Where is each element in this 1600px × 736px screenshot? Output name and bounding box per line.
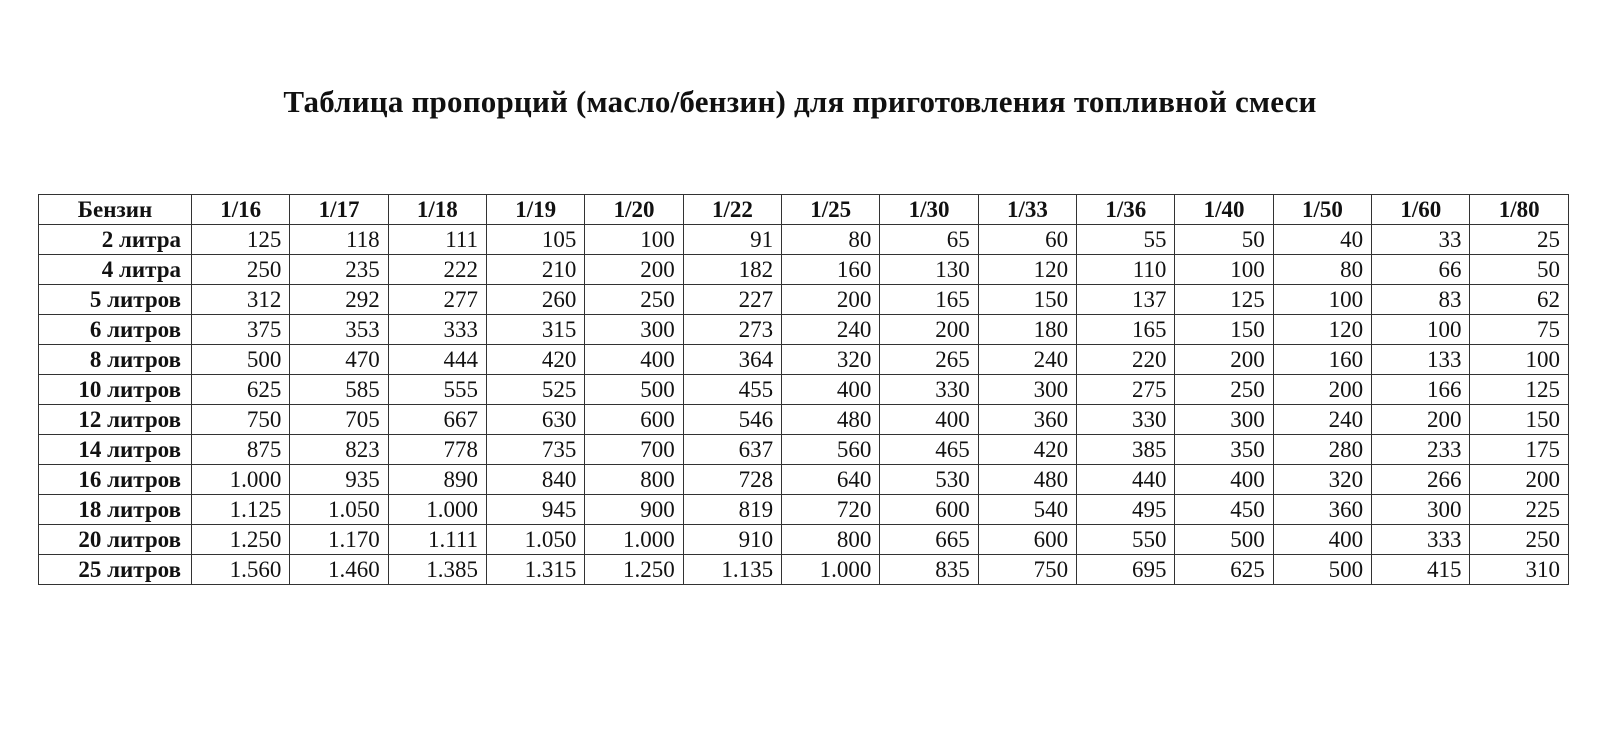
table-cell: 470 <box>290 345 388 375</box>
column-header: 1/80 <box>1470 195 1569 225</box>
table-cell: 222 <box>388 255 486 285</box>
table-cell: 640 <box>782 465 880 495</box>
table-cell: 150 <box>1470 405 1569 435</box>
table-cell: 266 <box>1372 465 1470 495</box>
row-label: 4 литра <box>39 255 192 285</box>
table-cell: 235 <box>290 255 388 285</box>
column-header: 1/30 <box>880 195 978 225</box>
column-header: 1/19 <box>487 195 585 225</box>
table-cell: 420 <box>487 345 585 375</box>
table-row <box>39 435 1569 465</box>
table-cell: 400 <box>1273 525 1371 555</box>
table-cell: 100 <box>1470 345 1569 375</box>
table-cell: 500 <box>1273 555 1371 585</box>
table-cell: 160 <box>1273 345 1371 375</box>
table-header-row <box>39 195 1569 225</box>
table-cell: 400 <box>880 405 978 435</box>
table-cell: 200 <box>1470 465 1569 495</box>
table-cell: 546 <box>683 405 781 435</box>
table-cell: 180 <box>978 315 1076 345</box>
table-cell: 364 <box>683 345 781 375</box>
row-label: 12 литров <box>39 405 192 435</box>
table-cell: 350 <box>1175 435 1273 465</box>
table-cell: 500 <box>192 345 290 375</box>
table-row <box>39 525 1569 555</box>
table-cell: 705 <box>290 405 388 435</box>
table-cell: 495 <box>1077 495 1175 525</box>
table-cell: 910 <box>683 525 781 555</box>
table-cell: 1.250 <box>585 555 683 585</box>
table-cell: 310 <box>1470 555 1569 585</box>
table-cell: 1.000 <box>192 465 290 495</box>
table-cell: 667 <box>388 405 486 435</box>
table-row <box>39 375 1569 405</box>
table-cell: 280 <box>1273 435 1371 465</box>
table-cell: 455 <box>683 375 781 405</box>
table-cell: 465 <box>880 435 978 465</box>
table-cell: 200 <box>782 285 880 315</box>
table-cell: 175 <box>1470 435 1569 465</box>
table-cell: 50 <box>1175 225 1273 255</box>
table-cell: 182 <box>683 255 781 285</box>
table-cell: 728 <box>683 465 781 495</box>
table-cell: 330 <box>1077 405 1175 435</box>
table-row <box>39 555 1569 585</box>
table-cell: 1.560 <box>192 555 290 585</box>
row-label: 25 литров <box>39 555 192 585</box>
table-cell: 330 <box>880 375 978 405</box>
table-cell: 75 <box>1470 315 1569 345</box>
table-cell: 65 <box>880 225 978 255</box>
table-row <box>39 345 1569 375</box>
table-cell: 25 <box>1470 225 1569 255</box>
table-cell: 312 <box>192 285 290 315</box>
table-cell: 400 <box>585 345 683 375</box>
table-cell: 320 <box>782 345 880 375</box>
table-cell: 165 <box>1077 315 1175 345</box>
table-cell: 250 <box>585 285 683 315</box>
table-cell: 450 <box>1175 495 1273 525</box>
table-cell: 695 <box>1077 555 1175 585</box>
table-cell: 890 <box>388 465 486 495</box>
table-cell: 444 <box>388 345 486 375</box>
table-cell: 1.460 <box>290 555 388 585</box>
table-cell: 1.000 <box>585 525 683 555</box>
table-cell: 80 <box>782 225 880 255</box>
table-cell: 625 <box>1175 555 1273 585</box>
column-header: 1/36 <box>1077 195 1175 225</box>
table-cell: 637 <box>683 435 781 465</box>
table-cell: 835 <box>880 555 978 585</box>
ratio-table <box>38 194 1569 585</box>
table-cell: 227 <box>683 285 781 315</box>
table-cell: 625 <box>192 375 290 405</box>
table-cell: 530 <box>880 465 978 495</box>
table-cell: 33 <box>1372 225 1470 255</box>
column-header: 1/60 <box>1372 195 1470 225</box>
table-cell: 333 <box>388 315 486 345</box>
table-cell: 500 <box>585 375 683 405</box>
table-cell: 1.250 <box>192 525 290 555</box>
table-cell: 353 <box>290 315 388 345</box>
table-row <box>39 465 1569 495</box>
table-cell: 300 <box>1175 405 1273 435</box>
table-cell: 265 <box>880 345 978 375</box>
table-cell: 720 <box>782 495 880 525</box>
table-cell: 100 <box>1273 285 1371 315</box>
table-cell: 40 <box>1273 225 1371 255</box>
table-cell: 292 <box>290 285 388 315</box>
table-cell: 100 <box>1175 255 1273 285</box>
table-cell: 840 <box>487 465 585 495</box>
row-label: 6 литров <box>39 315 192 345</box>
table-cell: 200 <box>585 255 683 285</box>
table-cell: 150 <box>1175 315 1273 345</box>
table-cell: 700 <box>585 435 683 465</box>
table-cell: 166 <box>1372 375 1470 405</box>
table-cell: 50 <box>1470 255 1569 285</box>
table-body <box>39 225 1569 585</box>
row-label: 18 литров <box>39 495 192 525</box>
table-cell: 525 <box>487 375 585 405</box>
column-header: 1/22 <box>683 195 781 225</box>
table-cell: 210 <box>487 255 585 285</box>
table-cell: 277 <box>388 285 486 315</box>
table-cell: 200 <box>880 315 978 345</box>
table-cell: 240 <box>782 315 880 345</box>
table-cell: 480 <box>782 405 880 435</box>
table-cell: 935 <box>290 465 388 495</box>
table-cell: 100 <box>585 225 683 255</box>
table-row <box>39 255 1569 285</box>
table-cell: 800 <box>585 465 683 495</box>
table-cell: 600 <box>978 525 1076 555</box>
table-cell: 665 <box>880 525 978 555</box>
table-cell: 735 <box>487 435 585 465</box>
table-cell: 360 <box>1273 495 1371 525</box>
table-cell: 200 <box>1372 405 1470 435</box>
table-cell: 600 <box>585 405 683 435</box>
table-cell: 130 <box>880 255 978 285</box>
table-cell: 800 <box>782 525 880 555</box>
table-cell: 240 <box>978 345 1076 375</box>
table-cell: 560 <box>782 435 880 465</box>
table-cell: 750 <box>978 555 1076 585</box>
table-row <box>39 225 1569 255</box>
table-cell: 137 <box>1077 285 1175 315</box>
table-cell: 1.385 <box>388 555 486 585</box>
table-cell: 1.000 <box>388 495 486 525</box>
table-cell: 819 <box>683 495 781 525</box>
table-cell: 83 <box>1372 285 1470 315</box>
table-cell: 600 <box>880 495 978 525</box>
table-cell: 165 <box>880 285 978 315</box>
table-cell: 60 <box>978 225 1076 255</box>
table-cell: 250 <box>1470 525 1569 555</box>
table-cell: 1.000 <box>782 555 880 585</box>
page-title: Таблица пропорций (масло/бензин) для приготовления топливной смеси <box>283 84 1317 119</box>
table-cell: 275 <box>1077 375 1175 405</box>
table-cell: 900 <box>585 495 683 525</box>
table-row <box>39 315 1569 345</box>
table-cell: 225 <box>1470 495 1569 525</box>
row-label: 16 литров <box>39 465 192 495</box>
row-label: 5 литров <box>39 285 192 315</box>
table-cell: 200 <box>1175 345 1273 375</box>
table-cell: 111 <box>388 225 486 255</box>
table-cell: 750 <box>192 405 290 435</box>
table-cell: 110 <box>1077 255 1175 285</box>
table-cell: 120 <box>1273 315 1371 345</box>
table-cell: 333 <box>1372 525 1470 555</box>
column-header: 1/25 <box>782 195 880 225</box>
table-cell: 233 <box>1372 435 1470 465</box>
table-cell: 385 <box>1077 435 1175 465</box>
row-label: 10 литров <box>39 375 192 405</box>
table-cell: 500 <box>1175 525 1273 555</box>
column-header: 1/18 <box>388 195 486 225</box>
table-cell: 375 <box>192 315 290 345</box>
table-cell: 150 <box>978 285 1076 315</box>
row-label: 20 литров <box>39 525 192 555</box>
table-cell: 315 <box>487 315 585 345</box>
column-header: 1/20 <box>585 195 683 225</box>
table-cell: 240 <box>1273 405 1371 435</box>
table-cell: 250 <box>1175 375 1273 405</box>
table-cell: 1.050 <box>487 525 585 555</box>
table-cell: 1.111 <box>388 525 486 555</box>
table-cell: 55 <box>1077 225 1175 255</box>
column-header: 1/33 <box>978 195 1076 225</box>
table-cell: 540 <box>978 495 1076 525</box>
table-cell: 200 <box>1273 375 1371 405</box>
table-cell: 100 <box>1372 315 1470 345</box>
table-cell: 630 <box>487 405 585 435</box>
table-cell: 778 <box>388 435 486 465</box>
column-header: 1/17 <box>290 195 388 225</box>
table-cell: 320 <box>1273 465 1371 495</box>
table-cell: 80 <box>1273 255 1371 285</box>
table-cell: 1.125 <box>192 495 290 525</box>
table-cell: 823 <box>290 435 388 465</box>
row-label: 8 литров <box>39 345 192 375</box>
table-cell: 260 <box>487 285 585 315</box>
table-cell: 1.315 <box>487 555 585 585</box>
column-header: 1/40 <box>1175 195 1273 225</box>
table-cell: 250 <box>192 255 290 285</box>
table-cell: 125 <box>1470 375 1569 405</box>
table-cell: 360 <box>978 405 1076 435</box>
table-cell: 118 <box>290 225 388 255</box>
table-cell: 945 <box>487 495 585 525</box>
table-cell: 300 <box>1372 495 1470 525</box>
table-row <box>39 495 1569 525</box>
table-row <box>39 405 1569 435</box>
table-cell: 62 <box>1470 285 1569 315</box>
table-cell: 555 <box>388 375 486 405</box>
table-cell: 585 <box>290 375 388 405</box>
table-cell: 440 <box>1077 465 1175 495</box>
table-cell: 1.050 <box>290 495 388 525</box>
table-cell: 125 <box>1175 285 1273 315</box>
table-cell: 66 <box>1372 255 1470 285</box>
table-cell: 105 <box>487 225 585 255</box>
table-cell: 91 <box>683 225 781 255</box>
table-cell: 400 <box>782 375 880 405</box>
table-cell: 300 <box>585 315 683 345</box>
table-cell: 120 <box>978 255 1076 285</box>
table-cell: 400 <box>1175 465 1273 495</box>
table-cell: 133 <box>1372 345 1470 375</box>
table-cell: 480 <box>978 465 1076 495</box>
table-cell: 1.135 <box>683 555 781 585</box>
table-cell: 420 <box>978 435 1076 465</box>
row-label: 2 литра <box>39 225 192 255</box>
table-cell: 300 <box>978 375 1076 405</box>
column-header: 1/50 <box>1273 195 1371 225</box>
table-cell: 415 <box>1372 555 1470 585</box>
table-cell: 160 <box>782 255 880 285</box>
table-cell: 220 <box>1077 345 1175 375</box>
row-label: 14 литров <box>39 435 192 465</box>
table-cell: 273 <box>683 315 781 345</box>
corner-header: Бензин <box>39 195 192 225</box>
table-cell: 125 <box>192 225 290 255</box>
table-cell: 550 <box>1077 525 1175 555</box>
table-row <box>39 285 1569 315</box>
table-cell: 875 <box>192 435 290 465</box>
column-header: 1/16 <box>192 195 290 225</box>
table-cell: 1.170 <box>290 525 388 555</box>
